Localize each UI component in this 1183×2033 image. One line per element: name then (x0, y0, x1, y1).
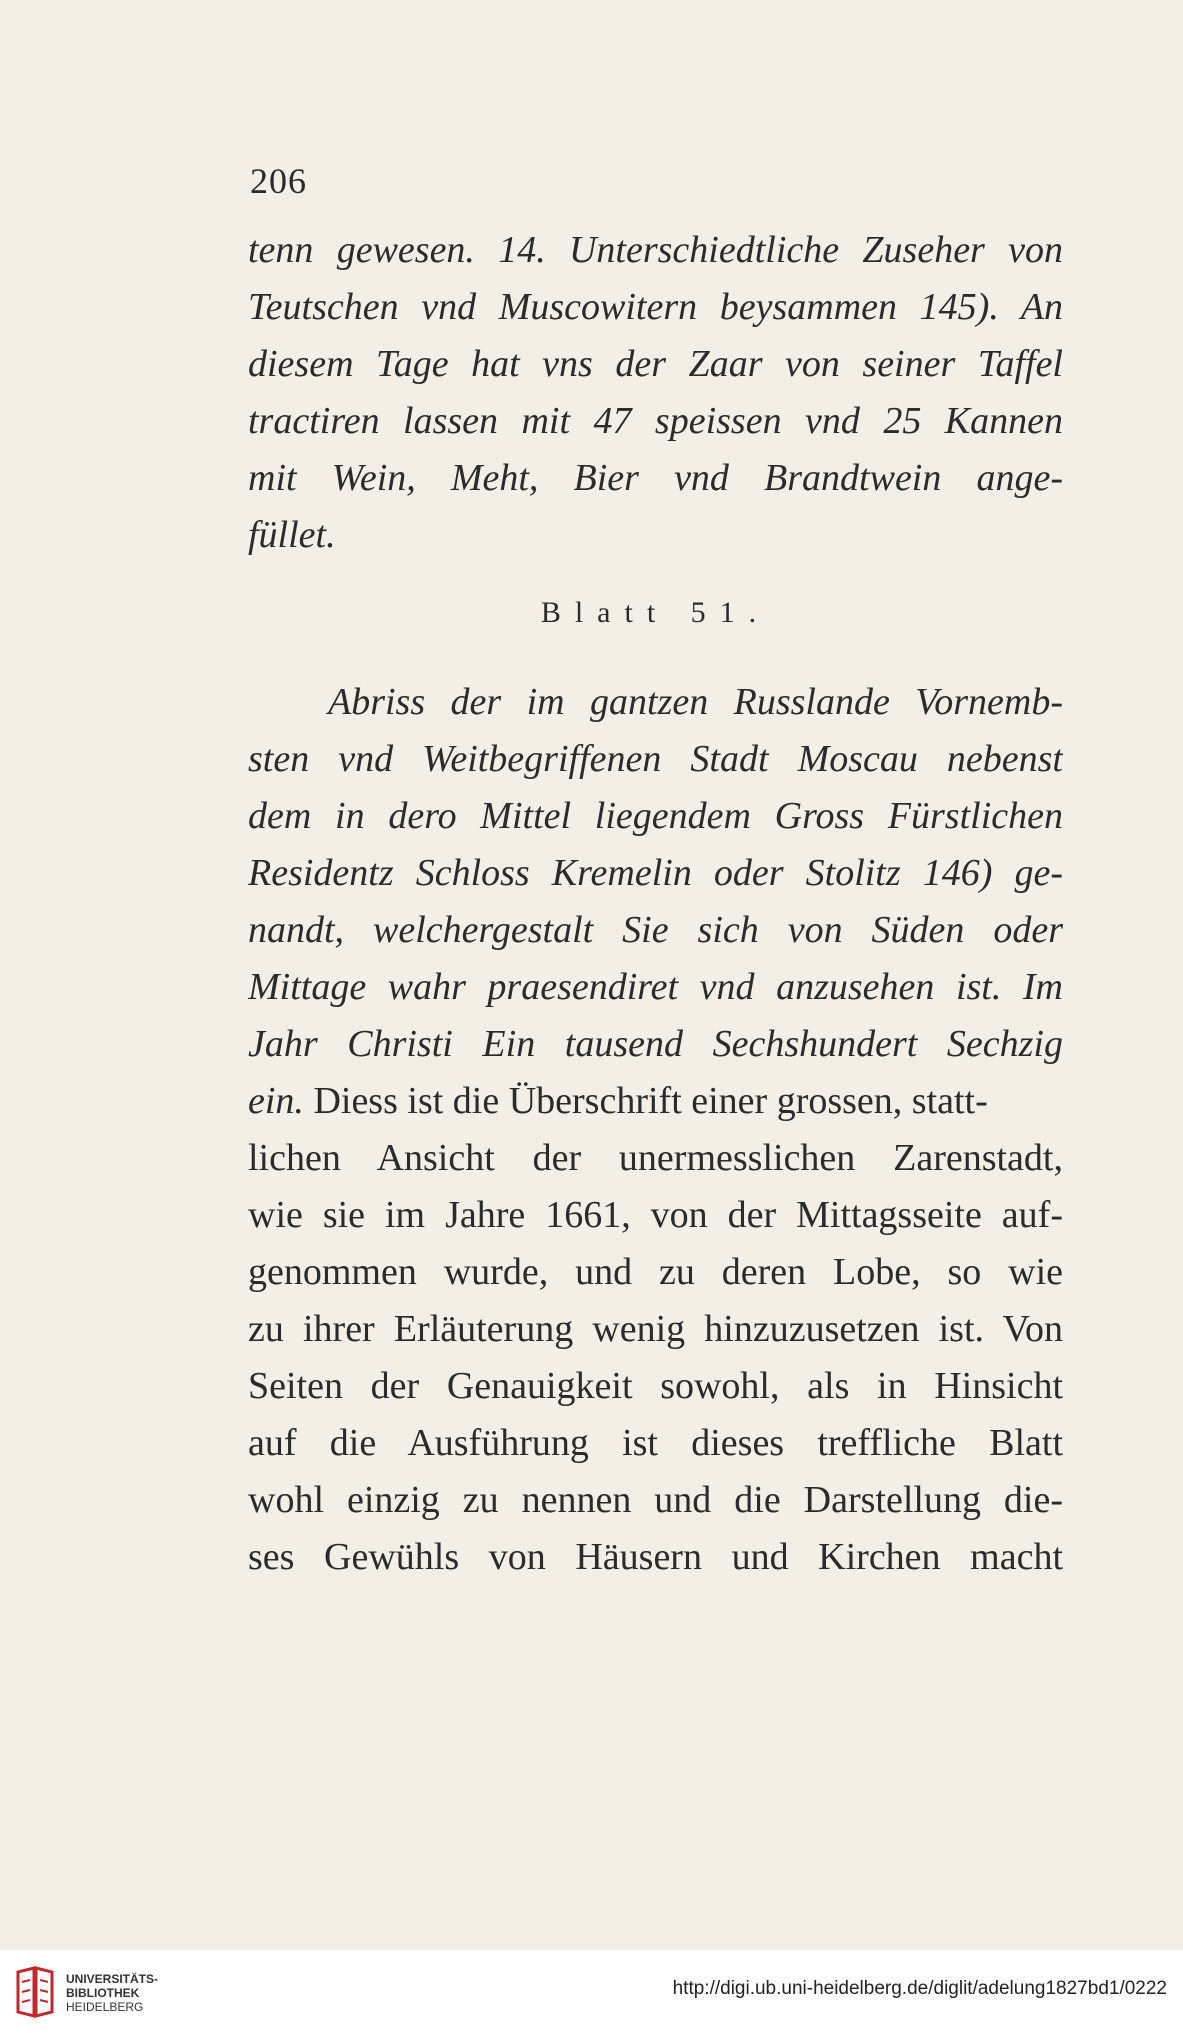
text-line: nandt, welchergestalt Sie sich von Süden oder (248, 909, 1063, 951)
text-line-mixed (248, 1073, 1063, 1130)
title-end: ein. (248, 1080, 304, 1122)
footer-bar (0, 1950, 1183, 2033)
text-line: Seiten der Genauigkeit sowohl, als in Hinsicht (248, 1365, 1063, 1407)
library-name-line: HEIDELBERG (66, 2000, 144, 2014)
text-line: zu ihrer Erläuterung wenig hinzuzusetzen ist. Von (248, 1308, 1063, 1350)
paragraph-continuation (248, 222, 1063, 564)
section-heading: Blatt 51. (540, 596, 771, 629)
paragraph-blatt-51 (248, 674, 1063, 1586)
page-number: 206 (250, 161, 307, 201)
text-line: auf die Ausführung ist dieses treffliche Blatt (248, 1422, 1063, 1464)
text-line: Jahr Christi Ein tausend Sechshundert Sechzig (248, 1023, 1063, 1065)
library-logo-icon (14, 1966, 56, 2020)
library-name-line: UNIVERSITÄTS- (66, 1972, 159, 1986)
text-line: genommen wurde, und zu deren Lobe, so wie (248, 1251, 1063, 1293)
text-line: dem in dero Mittel liegendem Gross Fürstlichen (248, 795, 1063, 837)
text-line: wohl einzig zu nennen und die Darstellung die- (248, 1479, 1063, 1521)
text-line: tractiren lassen mit 47 speissen vnd 25 Kannen (248, 400, 1063, 442)
text-line: tenn gewesen. 14. Unterschiedtliche Zuseher von (248, 229, 1063, 271)
text-line: lichen Ansicht der unermesslichen Zarenstadt, (248, 1137, 1063, 1179)
source-url-link[interactable]: http://digi.ub.uni-heidelberg.de/diglit/adelung1827bd1/0222 (672, 1978, 1167, 1999)
text-line: wie sie im Jahre 1661, von der Mittagsseite auf- (248, 1194, 1063, 1236)
library-name (66, 1972, 158, 2014)
text-line: sten vnd Weitbegriffenen Stadt Moscau nebenst (248, 738, 1063, 780)
description-start: Diess ist die Überschrift einer grossen, statt- (303, 1080, 988, 1122)
text-line: füllet. (248, 514, 336, 556)
text-line: diesem Tage hat vns der Zaar von seiner Taffel (248, 343, 1063, 385)
library-name-line: BIBLIOTHEK (66, 1986, 140, 2000)
text-line: Mittage wahr praesendiret vnd anzusehen ist. Im (248, 966, 1063, 1008)
text-line: Teutschen vnd Muscowitern beysammen 145). An (248, 286, 1063, 328)
text-line: Residentz Schloss Kremelin oder Stolitz 146) ge- (248, 852, 1063, 894)
text-line: Abriss der im gantzen Russlande Vornemb- (328, 681, 1063, 723)
text-line: mit Wein, Meht, Bier vnd Brandtwein ange- (248, 457, 1063, 499)
text-line: ses Gewühls von Häusern und Kirchen macht (248, 1536, 1063, 1578)
